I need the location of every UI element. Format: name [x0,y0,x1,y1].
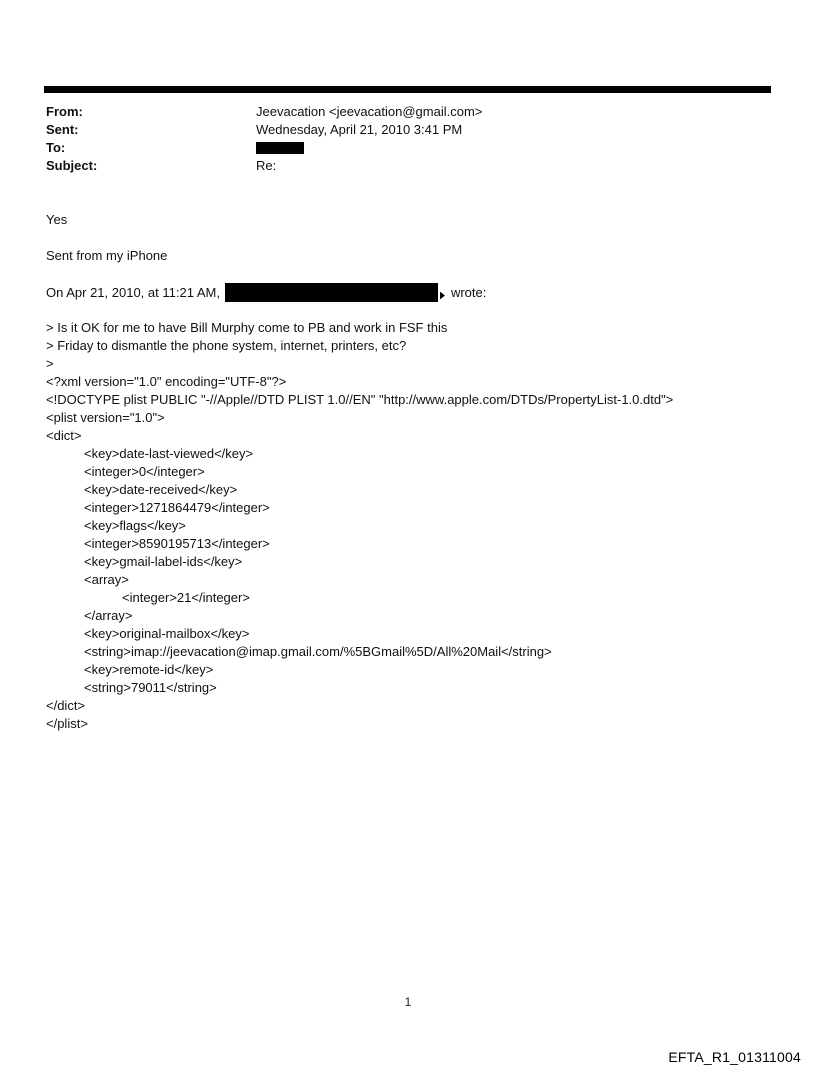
code-line: <key>original-mailbox</key> [84,626,250,641]
code-line: <plist version="1.0"> [46,410,165,425]
subject-label: Subject: [46,158,98,173]
header-row-from [46,103,776,121]
header-row-to [46,139,776,157]
code-line: <key>date-last-viewed</key> [84,446,254,461]
code-line: <string>imap://jeevacation@imap.gmail.com/%5BGmail%5D/All%20Mail</string> [84,644,552,659]
code-line: <integer>0</integer> [84,464,205,479]
signature-text: Sent from my iPhone [46,248,168,263]
code-line: <!DOCTYPE plist PUBLIC "-//Apple//DTD PLIST 1.0//EN" "http://www.apple.com/DTDs/PropertyList-1.0.dtd"> [46,392,674,407]
quoted-author-redaction-box [225,283,438,302]
code-line: <string>79011</string> [84,680,217,695]
quoted-message-and-plist-block [46,319,806,733]
code-line: <integer>1271864479</integer> [84,500,270,515]
code-line: > [46,356,54,371]
reply-text: Yes [46,212,68,227]
quote-intro-suffix: wrote: [450,284,487,300]
code-line: > Is it OK for me to have Bill Murphy come to PB and work in FSF this [46,320,448,335]
sent-label: Sent: [46,122,79,137]
header-row-sent [46,121,776,139]
to-redaction-box [256,142,304,154]
quote-intro-line [46,283,486,302]
sent-value: Wednesday, April 21, 2010 3:41 PM [256,122,463,137]
quote-intro-prefix: On Apr 21, 2010, at 11:21 AM, [46,284,220,300]
code-line: <?xml version="1.0" encoding="UTF-8"?> [46,374,287,389]
subject-value: Re: [256,158,277,173]
code-line: <dict> [46,428,82,443]
code-line: <key>date-received</key> [84,482,238,497]
code-line: > Friday to dismantle the phone system, internet, printers, etc? [46,338,407,353]
code-line: <array> [84,572,129,587]
code-line: <key>remote-id</key> [84,662,214,677]
from-label: From: [46,104,83,119]
code-line: </plist> [46,716,88,731]
code-line: </array> [84,608,133,623]
bates-number: EFTA_R1_01311004 [668,1049,801,1065]
code-line: <integer>21</integer> [122,590,250,605]
email-header-block [46,103,776,175]
header-divider-rule [44,86,771,93]
from-value: Jeevacation <jeevacation@gmail.com> [256,104,483,119]
code-line: </dict> [46,698,86,713]
page-number: 1 [404,995,412,1009]
code-line: <key>flags</key> [84,518,186,533]
code-line: <integer>8590195713</integer> [84,536,270,551]
to-label: To: [46,140,66,155]
code-line: <key>gmail-label-ids</key> [84,554,243,569]
header-row-subject [46,157,776,175]
redaction-artifact [440,292,445,300]
